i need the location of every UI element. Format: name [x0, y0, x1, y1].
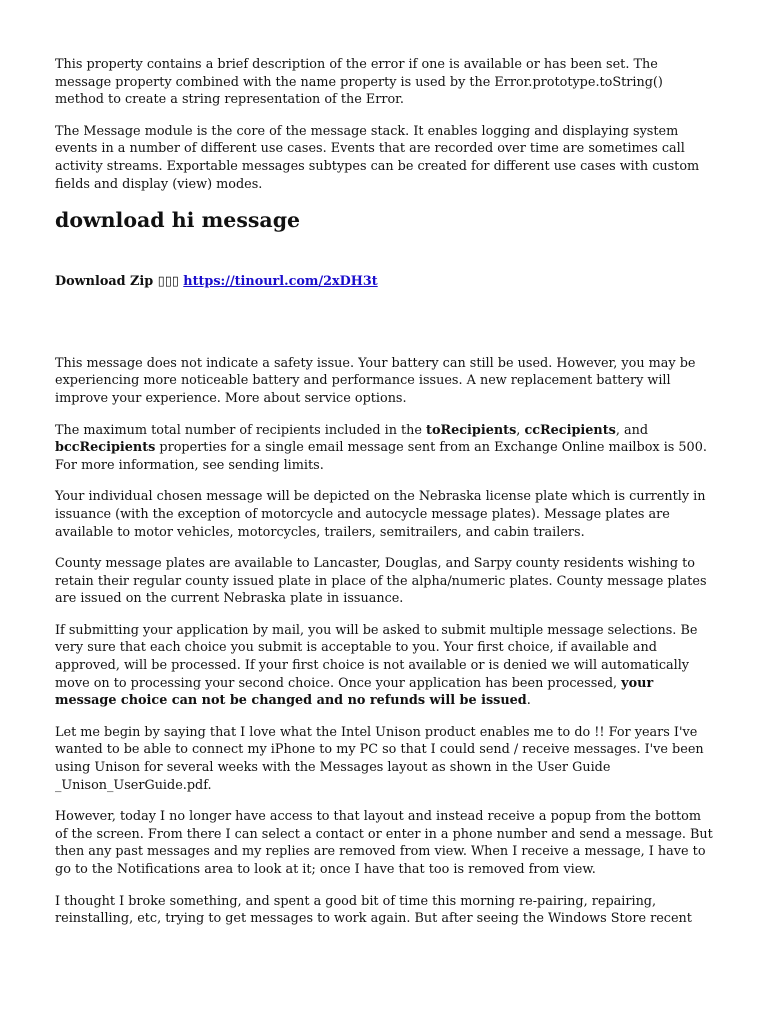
paragraph-battery: This message does not indicate a safety issue. Your battery can still be used. However, you may be experiencing more noticeable battery and performance issues. A new replacement battery will improve your experience. More about service options.	[55, 355, 696, 406]
paragraph-county-plates: County message plates are available to Lancaster, Douglas, and Sarpy county residents wishing to retain their regular county issued plate in place of the alpha/numeric plates. County message plates are issued on the current Nebraska plate in issuance.	[55, 556, 707, 607]
recipients-sep-1: ,	[516, 422, 525, 438]
missing-glyph-icons: ▯▯▯	[157, 274, 179, 290]
paragraph-unison-intro: Let me begin by saying that I love what the Intel Unison product enables me to do !! For years I've wanted to be able to connect my iPhone to my PC so that I could send / receive messages. I've been using Unison for several weeks with the Messages layout as shown in the User Guide _Unison_UserGuide.pdf.	[55, 724, 704, 793]
recipients-text-pre: The maximum total number of recipients included in the	[55, 422, 427, 438]
to-recipients-term: toRecipients	[426, 422, 517, 438]
recipients-text-post: properties for a single email message sent from an Exchange Online mailbox is 500. For more information, see sending limits.	[55, 440, 707, 473]
cc-recipients-term: ccRecipients	[524, 422, 616, 438]
bcc-recipients-term: bccRecipients	[55, 440, 156, 456]
paragraph-recipients	[55, 422, 714, 475]
paragraph-unison-repair: I thought I broke something, and spent a good bit of time this morning re-pairing, repairing, reinstalling, etc, trying to get messages to work again. But after seeing the Windows Store recent	[55, 893, 692, 927]
paragraph-mail-application	[55, 622, 714, 710]
download-line	[55, 273, 714, 291]
intro-paragraph-2: The Message module is the core of the message stack. It enables logging and displaying system events in a number of different use cases. Events that are recorded over time are sometimes call activity streams. Exportable messages subtypes can be created for different use cases with custom fields and display (view) modes.	[55, 123, 700, 192]
paragraph-unison-popup: However, today I no longer have access to that layout and instead receive a popup from the bottom of the screen. From there I can select a contact or enter in a phone number and send a message. But then any past messages and my replies are removed from view. When I receive a message, I have to go to the Notifications area to look at it; once I have that too is removed from view.	[55, 809, 713, 877]
mail-text-post: .	[526, 693, 531, 709]
recipients-sep-2: , and	[615, 422, 649, 438]
mail-bold-warning: your message choice can not be changed and no refunds will be issued	[55, 675, 654, 709]
mail-text-pre: If submitting your application by mail, you will be asked to submit multiple message selections. Be very sure that each choice you submit is acceptable to you. Your first choice, if available and approved, will be processed. If your first choice is not available or is denied we will automatically move on to processing your second choice. Once your application has been processed,	[55, 622, 698, 691]
download-link[interactable]: https://tinourl.com/2xDH3t	[183, 274, 378, 290]
page-heading: download hi message	[55, 208, 301, 233]
download-label: Download Zip	[55, 274, 154, 290]
paragraph-license-plate: Your individual chosen message will be depicted on the Nebraska license plate which is currently in issuance (with the exception of motorcycle and autocycle message plates). Message plates are available to motor vehicles, motorcycles, trailers, semitrailers, and cabin trailers.	[55, 489, 706, 540]
intro-paragraph-1: This property contains a brief description of the error if one is available or has been set. The message property combined with the name property is used by the Error.prototype.toString() method to create a string representation of the Error.	[55, 57, 663, 108]
